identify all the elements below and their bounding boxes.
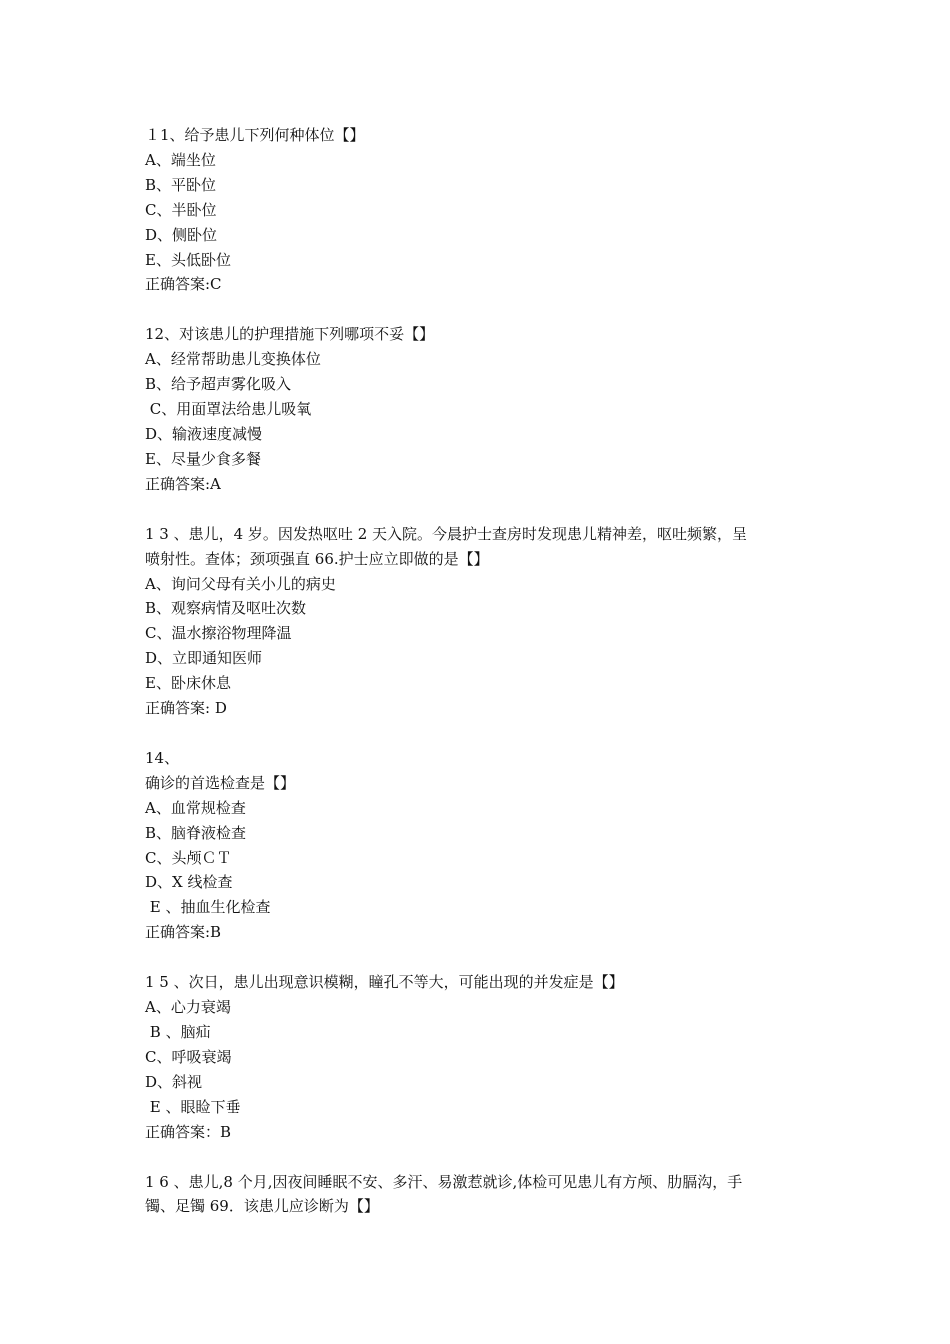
question-number: 14、 <box>145 748 180 767</box>
question-16 <box>145 1170 813 1220</box>
option-e: E、头低卧位 <box>145 250 231 269</box>
option-e: E、卧床休息 <box>145 674 231 693</box>
option-c: C、温水擦浴物理降温 <box>145 624 292 643</box>
option-d: D、立即通知医师 <box>145 649 263 668</box>
question-stem-continued: 喷射性。查体；颈项强直 66.护士应立即做的是【】 <box>145 549 489 568</box>
option-a: A、询问父母有关小儿的病史 <box>145 574 336 593</box>
question-14 <box>145 746 813 945</box>
option-e: E 、眼睑下垂 <box>145 1097 241 1116</box>
option-d: D、输液速度减慢 <box>145 424 263 443</box>
question-12 <box>145 322 813 496</box>
option-c: C、呼吸衰竭 <box>145 1047 232 1066</box>
correct-answer: 正确答案：B <box>145 1122 232 1141</box>
question-stem-continued: 镯、足镯 69．该患儿应诊断为【】 <box>145 1197 379 1216</box>
question-stem: 1 3 、患儿，4 岁。因发热呕吐 2 天入院。今晨护士查房时发现患儿精神差，呕吐频繁，呈 <box>145 524 748 543</box>
question-13 <box>145 522 813 721</box>
option-a: A、心力衰竭 <box>145 998 231 1017</box>
option-d: D、X 线检查 <box>145 873 233 892</box>
question-stem: 确诊的首选检查是【】 <box>145 773 296 792</box>
option-d: D、斜视 <box>145 1072 203 1091</box>
question-15 <box>145 970 813 1144</box>
question-stem: 12、对该患儿的护理措施下列哪项不妥【】 <box>145 325 435 344</box>
option-c: C、半卧位 <box>145 200 217 219</box>
question-stem: 1 5 、次日，患儿出现意识模糊，瞳孔不等大，可能出现的并发症是【】 <box>145 973 624 992</box>
option-c: C、头颅ＣＴ <box>145 848 232 867</box>
document-body <box>145 123 813 1244</box>
correct-answer: 正确答案:B <box>145 923 222 942</box>
option-b: B、脑脊液检查 <box>145 823 247 842</box>
option-e: E 、抽血生化检查 <box>145 898 271 917</box>
option-b: B 、脑疝 <box>145 1023 211 1041</box>
option-b: B、平卧位 <box>145 175 217 194</box>
correct-answer: 正确答案:C <box>145 275 222 294</box>
option-a: A、经常帮助患儿变换体位 <box>145 350 321 369</box>
question-stem: １1、给予患儿下列何种体位【】 <box>145 126 365 144</box>
question-stem: 1 6 、患儿,8 个月,因夜间睡眠不安、多汗、易激惹就诊,体检可见患儿有方颅、肋膈沟，手 <box>145 1172 743 1191</box>
correct-answer: 正确答案: D <box>145 699 227 718</box>
option-c: C、用面罩法给患儿吸氧 <box>145 400 312 419</box>
option-e: E、尽量少食多餐 <box>145 449 261 468</box>
option-a: A、血常规检查 <box>145 798 246 817</box>
option-a: A、端坐位 <box>145 150 216 169</box>
question-11 <box>145 123 813 297</box>
correct-answer: 正确答案:A <box>145 474 221 493</box>
option-d: D、侧卧位 <box>145 225 218 244</box>
option-b: B、给予超声雾化吸入 <box>145 375 292 394</box>
option-b: B、观察病情及呕吐次数 <box>145 599 307 618</box>
